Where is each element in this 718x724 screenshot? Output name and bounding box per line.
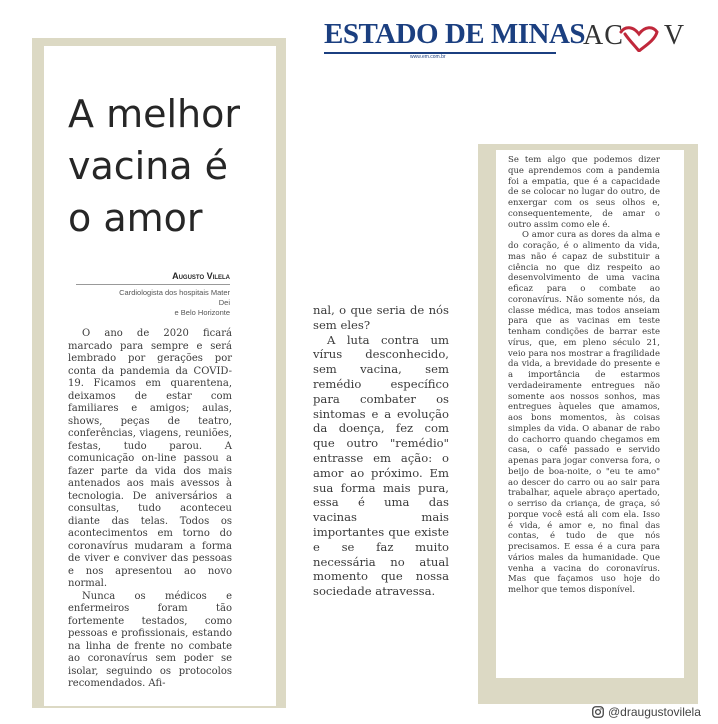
paragraph: Nunca os médicos e enfermeiros foram tão fortemente testados, como pessoas e profissionais, estando na linha de frente no combate ao coronavírus sem poder se isolar, seguindo os protocolos recomendados. Afi- bbox=[68, 590, 232, 689]
article-column-2 bbox=[313, 303, 449, 599]
logo-text-left: AC bbox=[583, 20, 624, 51]
paragraph: O amor cura as dores da alma e do coração, é o alimento da vida, mas não é capaz de substituir a ciência no que diz respeito ao desenvolvimento de uma vacina eficaz para o combate ao coronavírus. Não somente nós, da classe médica, mas todos anseiam para que as vacinas em teste tenham condições de barrar este vírus, que, em pleno século 21, veio para nos mostrar a fragilidade da vida, a brevidade do presente e a importância de estarmos verdadeiramente entregues não somente aos nossos sonhos, mas entregues àqueles que amamos, aos bons momentos, às coisas simples da vida. O abanar de rabo do cachorro quando chegamos em casa, o café passado e servido apenas para jogar conversa fora, o beijo de boa-noite, o "eu te amo" ao descer do carro ou ao sair para trabalhar, aquele abraço apertado, o serriso da criança, de graça, só porque você está ali com ela. Isso é vida, é amor e, no final das contas, é tudo de que nós precisamos. E essa é a cura para vários males da humanidade. Que venha a vacina do coronavírus. Mas que façamos uso hoje do melhor que temos disponível. bbox=[508, 230, 660, 595]
paragraph: Se tem algo que podemos dizer que aprendemos com a pandemia foi a empatia, que é a capacidade de se colocar no lugar do outro, de enxergar com os seus olhos e, consequentemente, de amar o outro assim como ele é. bbox=[508, 155, 660, 230]
credit-line: e Belo Horizonte bbox=[174, 308, 230, 317]
instagram-handle[interactable] bbox=[592, 705, 701, 719]
headline-line: A melhor bbox=[68, 92, 240, 136]
author-credit bbox=[110, 288, 230, 318]
acmv-logo bbox=[583, 20, 703, 52]
masthead-title: ESTADO DE MINAS bbox=[324, 18, 586, 50]
paragraph: A luta contra um vírus desconhecido, sem vacina, sem remédio específico para combater os sintomas e a evolução da doença, fez com que outro "remédio" entrasse em ação: o amor ao próximo. Em sua forma mais pura, essa é uma das vacinas mais importantes que existe e se faz muito necessária no atual momento que nossa sociedade atravessa. bbox=[313, 332, 449, 599]
instagram-handle-text: @draugustovilela bbox=[608, 705, 701, 719]
headline-line: vacina é bbox=[68, 144, 229, 188]
article-column-3 bbox=[508, 155, 660, 596]
article-column-1 bbox=[68, 328, 232, 691]
instagram-icon bbox=[592, 706, 604, 718]
masthead-url: www.em.com.br bbox=[410, 54, 446, 60]
paragraph: O ano de 2020 ficará marcado para sempre e será lembrado por gerações por conta da pandemia da COVID-19. Ficamos em quarentena, deixamos de estar com familiares e amigos; aulas, shows, peças de teatro, conferências, viagens, reuniões, festas, tudo parou. A comunicação on-line passou a fazer parte da vida dos mais antenados aos mais avessos à tecnologia. De aniversários a consultas, tudo aconteceu diante das telas. Todos os acontecimentos em torno do coronavírus mudaram a forma de viver e conviver das pessoas e nos apresentou ao novo normal. bbox=[68, 328, 232, 589]
credit-line: Cardiologista dos hospitais Mater Dei bbox=[119, 288, 230, 307]
newspaper-masthead bbox=[320, 14, 586, 60]
author-name: Augusto Vilela bbox=[172, 271, 230, 281]
byline-rule bbox=[76, 284, 230, 285]
headline-line: o amor bbox=[68, 196, 203, 240]
paragraph: nal, o que seria de nós sem eles? bbox=[313, 303, 449, 332]
heart-icon bbox=[619, 24, 659, 52]
logo-text-right: V bbox=[663, 20, 686, 51]
article-headline bbox=[68, 88, 268, 244]
